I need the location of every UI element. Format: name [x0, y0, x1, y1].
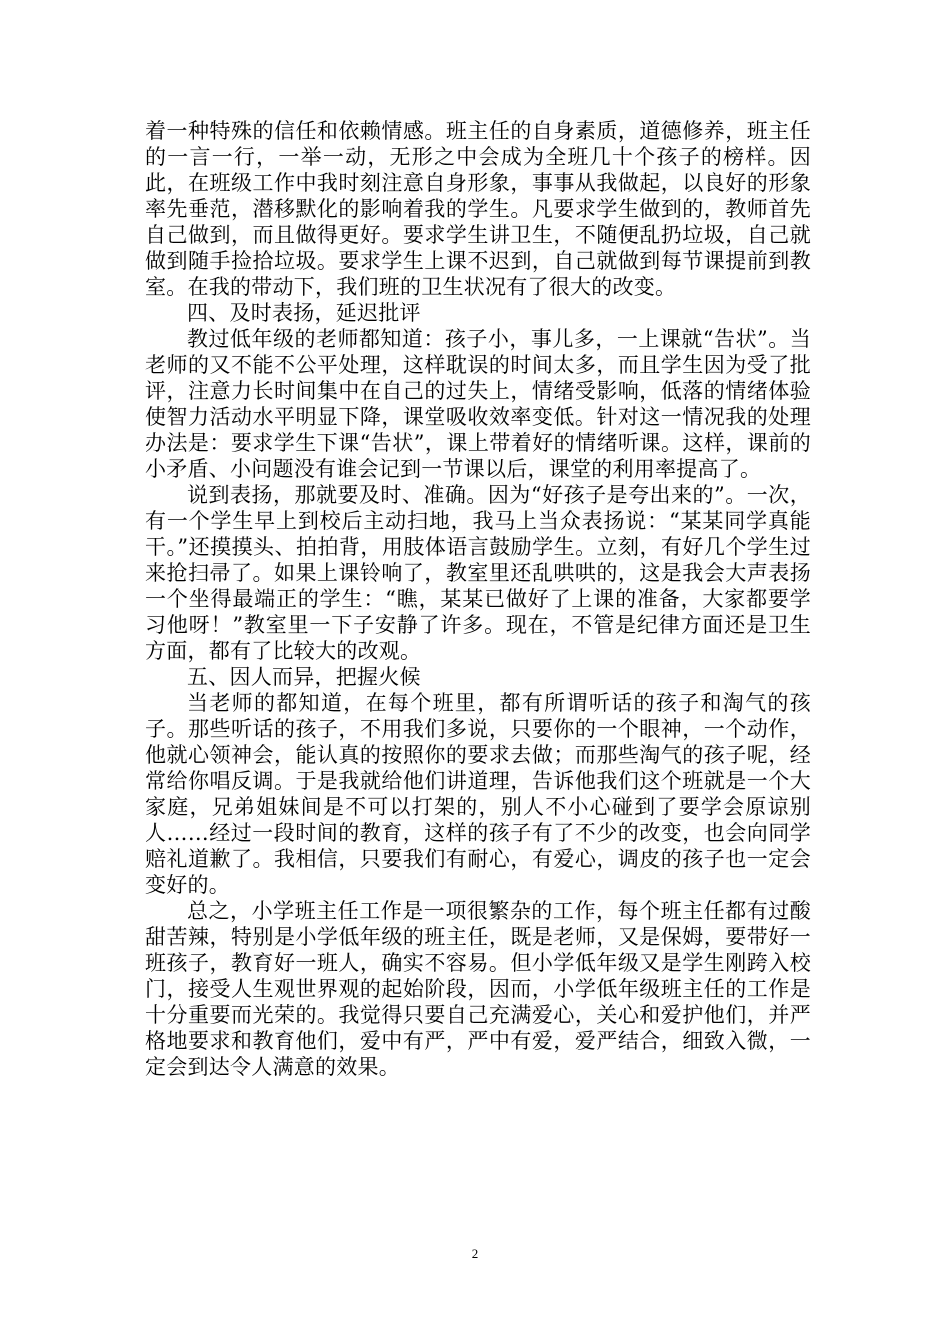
paragraph-continuation: 着一种特殊的信任和依赖情感。班主任的自身素质，道德修养，班主任的一言一行，一举一动，无形之中会成为全班几十个孩子的榜样。因此，在班级工作中我时刻注意自身形象，事事从我做起，以良好的形象率先垂范，潜移默化的影响着我的学生。凡要求学生做到的，教师首先自己做到，而且做得更好。要求学生讲卫生，不随便乱扔垃圾，自己就做到随手捡拾垃圾。要求学生上课不迟到，自己就做到每节课提前到教室。在我的带动下，我们班的卫生状况有了很大的改变。: [145, 119, 811, 299]
page-number: 2: [471, 1246, 479, 1261]
section-heading-5: 五、因人而异，把握火候: [187, 665, 421, 689]
section-heading-4: 四、及时表扬，延迟批评: [187, 301, 421, 325]
paragraph-praise: 说到表扬，那就要及时、准确。因为“好孩子是夸出来的”。一次，有一个学生早上到校后主动扫地，我马上当众表扬说：“某某同学真能干。”还摸摸头、拍拍背，用肢体语言鼓励学生。立刻，有好几个学生过来抢扫帚了。如果上课铃响了，教室里还乱哄哄的，这是我会大声表扬一个坐得最端正的学生：“瞧，某某已做好了上课的准备，大家都要学习他呀！”教室里一下子安静了许多。现在，不管是纪律方面还是卫生方面，都有了比较大的改观。: [145, 483, 811, 663]
paragraph-conclusion: 总之，小学班主任工作是一项很繁杂的工作，每个班主任都有过酸甜苦辣，特别是小学低年级的班主任，既是老师，又是保姆，要带好一班孩子，教育好一班人，确实不容易。但小学低年级又是学生刚跨入校门，接受人生观世界观的起始阶段，因而，小学低年级班主任的工作是十分重要而光荣的。我觉得只要自己充满爱心，关心和爱护他们，并严格地要求和教育他们，爱中有严，严中有爱，爱严结合，细致入微，一定会到达令人满意的效果。: [145, 899, 811, 1079]
document-body: [145, 118, 811, 1080]
paragraph-complaints: 教过低年级的老师都知道：孩子小，事儿多，一上课就“告状”。当老师的又不能不公平处理，这样耽误的时间太多，而且学生因为受了批评，注意力长时间集中在自己的过失上，情绪受影响，低落的情绪体验使智力活动水平明显下降，课堂吸收效率变低。针对这一情况我的处理办法是：要求学生下课“告状”，课上带着好的情绪听课。这样，课前的小矛盾、小问题没有谁会记到一节课以后，课堂的利用率提高了。: [145, 327, 811, 481]
paragraph-individual-differences: 当老师的都知道，在每个班里，都有所谓听话的孩子和淘气的孩子。那些听话的孩子，不用我们多说，只要你的一个眼神，一个动作，他就心领神会，能认真的按照你的要求去做；而那些淘气的孩子呢，经常给你唱反调。于是我就给他们讲道理，告诉他我们这个班就是一个大家庭，兄弟姐妹间是不可以打架的，别人不小心碰到了要学会原谅别人……经过一段时间的教育，这样的孩子有了不少的改变，也会向同学赔礼道歉了。我相信，只要我们有耐心，有爱心，调皮的孩子也一定会变好的。: [145, 691, 811, 897]
